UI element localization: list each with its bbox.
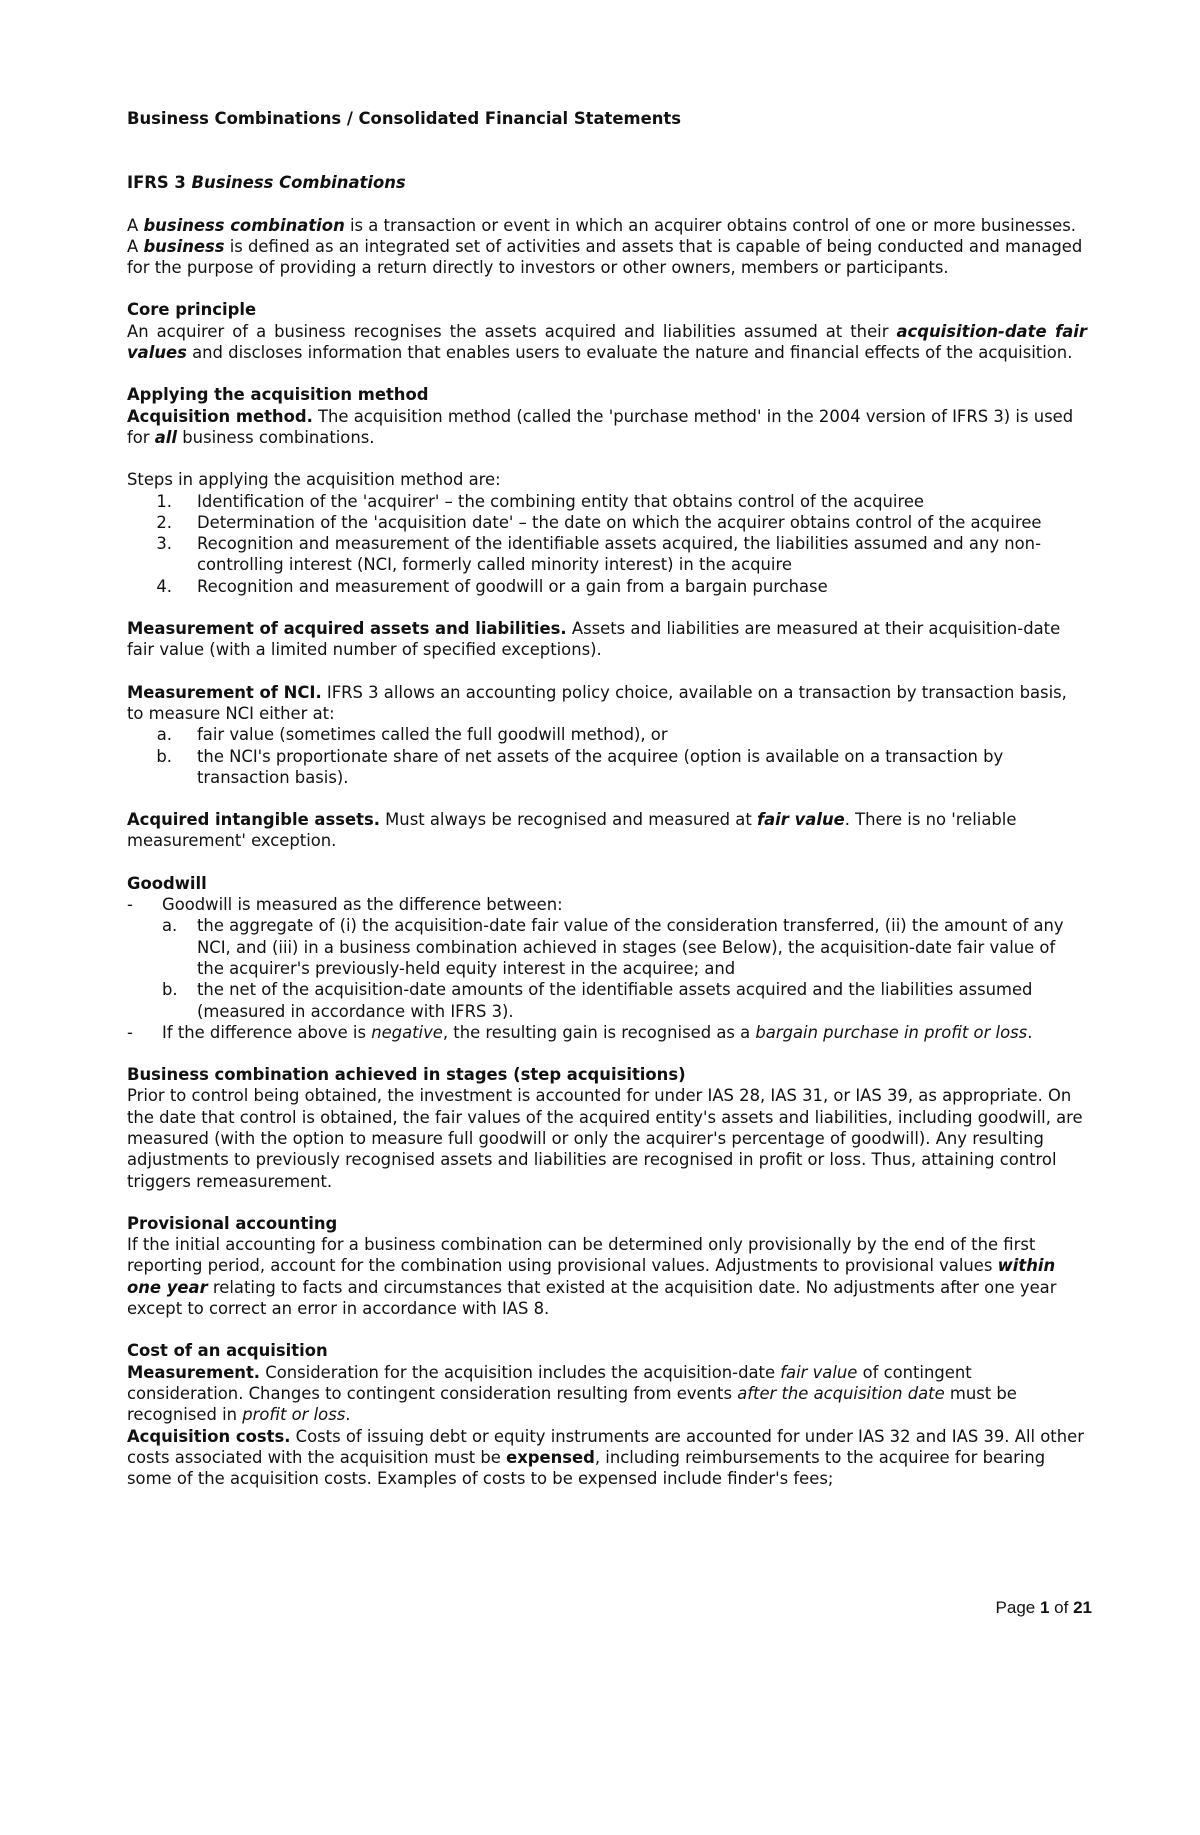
list-item: 3. Recognition and measurement of the identifiable assets acquired, the liabilities assumed and any non-controlling interest (NCI, formerly called minority interest) in the acquire (156, 534, 1041, 575)
steps-intro: Steps in applying the acquisition method are: (127, 470, 501, 490)
goodwill-list (127, 894, 1087, 1043)
intangibles-paragraph: Acquired intangible assets. Must always be recognised and measured at fair value. There is no 'reliable measurement' exception. (127, 810, 1017, 851)
list-item: b. the net of the acquisition-date amounts of the identifiable assets acquired and the liabilities assumed (measured in accordance with IFRS 3). (162, 980, 1033, 1021)
core-principle-heading: Core principle (127, 300, 257, 320)
measurement-assets-paragraph: Measurement of acquired assets and liabilities. Assets and liabilities are measured at their acquisition-date fair value (with a limited number of specified exceptions). (127, 619, 1061, 660)
goodwill-sublist (127, 915, 1087, 1021)
cost-measurement-paragraph: Measurement. Consideration for the acquisition includes the acquisition-date fair value of contingent consideration. Changes to contingent consideration resulting from events after the acquisition date must be recognised in profit or loss. (127, 1362, 1017, 1425)
standard-heading: IFRS 3 Business Combinations (127, 173, 406, 193)
core-principle-text: An acquirer of a business recognises the assets acquired and liabilities assumed at their acquisition-date fair values and discloses information that enables users to evaluate the nature and financial effects of the acquisition. (127, 321, 1087, 363)
measurement-nci-paragraph: Measurement of NCI. IFRS 3 allows an accounting policy choice, available on a transaction by transaction basis, to measure NCI either at: (127, 682, 1067, 723)
document-page (127, 108, 1087, 1489)
page-number: 1 (1039, 1598, 1050, 1617)
list-item: a. fair value (sometimes called the full goodwill method), or (156, 725, 668, 745)
nci-options-list (127, 724, 1087, 788)
applying-heading: Applying the acquisition method (127, 385, 429, 405)
goodwill-heading: Goodwill (127, 873, 207, 893)
cost-heading: Cost of an acquisition (127, 1341, 328, 1361)
list-item: 4. Recognition and measurement of goodwill or a gain from a bargain purchase (156, 576, 828, 596)
acquisition-method-paragraph: Acquisition method. The acquisition method (called the 'purchase method' in the 2004 version of IFRS 3) is used for all business combinations. (127, 406, 1074, 447)
list-item: 1. Identification of the 'acquirer' – the combining entity that obtains control of the acquiree (156, 491, 925, 511)
page-footer: Page 1 of 21 (995, 1598, 1092, 1617)
steps-list (127, 491, 1087, 597)
list-item: - If the difference above is negative, the resulting gain is recognised as a bargain purchase in profit or loss. (127, 1022, 1033, 1042)
list-item: 2. Determination of the 'acquisition date' – the date on which the acquirer obtains control of the acquiree (156, 512, 1042, 532)
acquisition-costs-paragraph: Acquisition costs. Costs of issuing debt or equity instruments are accounted for under IAS 32 and IAS 39. All other costs associated with the acquisition must be expensed, including reimbursements to the acquiree for bearing some of the acquisition costs. Examples of costs to be expensed include finder's fees; (127, 1426, 1084, 1489)
page-total: 21 (1073, 1598, 1092, 1617)
provisional-heading: Provisional accounting (127, 1213, 338, 1233)
list-item: b. the NCI's proportionate share of net assets of the acquiree (option is available on a transaction by transaction basis). (156, 746, 1004, 787)
stages-heading: Business combination achieved in stages (step acquisitions) (127, 1065, 686, 1085)
intro-paragraph: A business combination is a transaction or event in which an acquirer obtains control of one or more businesses. A business is defined as an integrated set of activities and assets that is capable of being conducted and managed for the purpose of providing a return directly to investors or other owners, members or participants. (127, 215, 1083, 278)
document-title: Business Combinations / Consolidated Financial Statements (127, 109, 681, 128)
list-item: a. the aggregate of (i) the acquisition-date fair value of the consideration transferred, (ii) the amount of any NCI, and (iii) in a business combination achieved in stages (see Below), the acquisition-date fair value of the acquirer's previously-held equity interest in the acquiree; and (162, 916, 1064, 978)
list-item: - Goodwill is measured as the difference between: (127, 895, 563, 915)
provisional-text: If the initial accounting for a business combination can be determined only provisionally by the end of the first reporting period, account for the combination using provisional values. Adjustments to provisional values within one year relating to facts and circumstances that existed at the acquisition date. No adjustments after one year except to correct an error in accordance with IAS 8. (127, 1235, 1057, 1319)
stages-text: Prior to control being obtained, the investment is accounted for under IAS 28, IAS 31, or IAS 39, as appropriate. On the date that control is obtained, the fair values of the acquired entity's assets and liabilities, including goodwill, are measured (with the option to measure full goodwill or only the acquirer's percentage of goodwill). Any resulting adjustments to previously recognised assets and liabilities are recognised in profit or loss. Thus, attaining control triggers remeasurement. (127, 1086, 1083, 1191)
